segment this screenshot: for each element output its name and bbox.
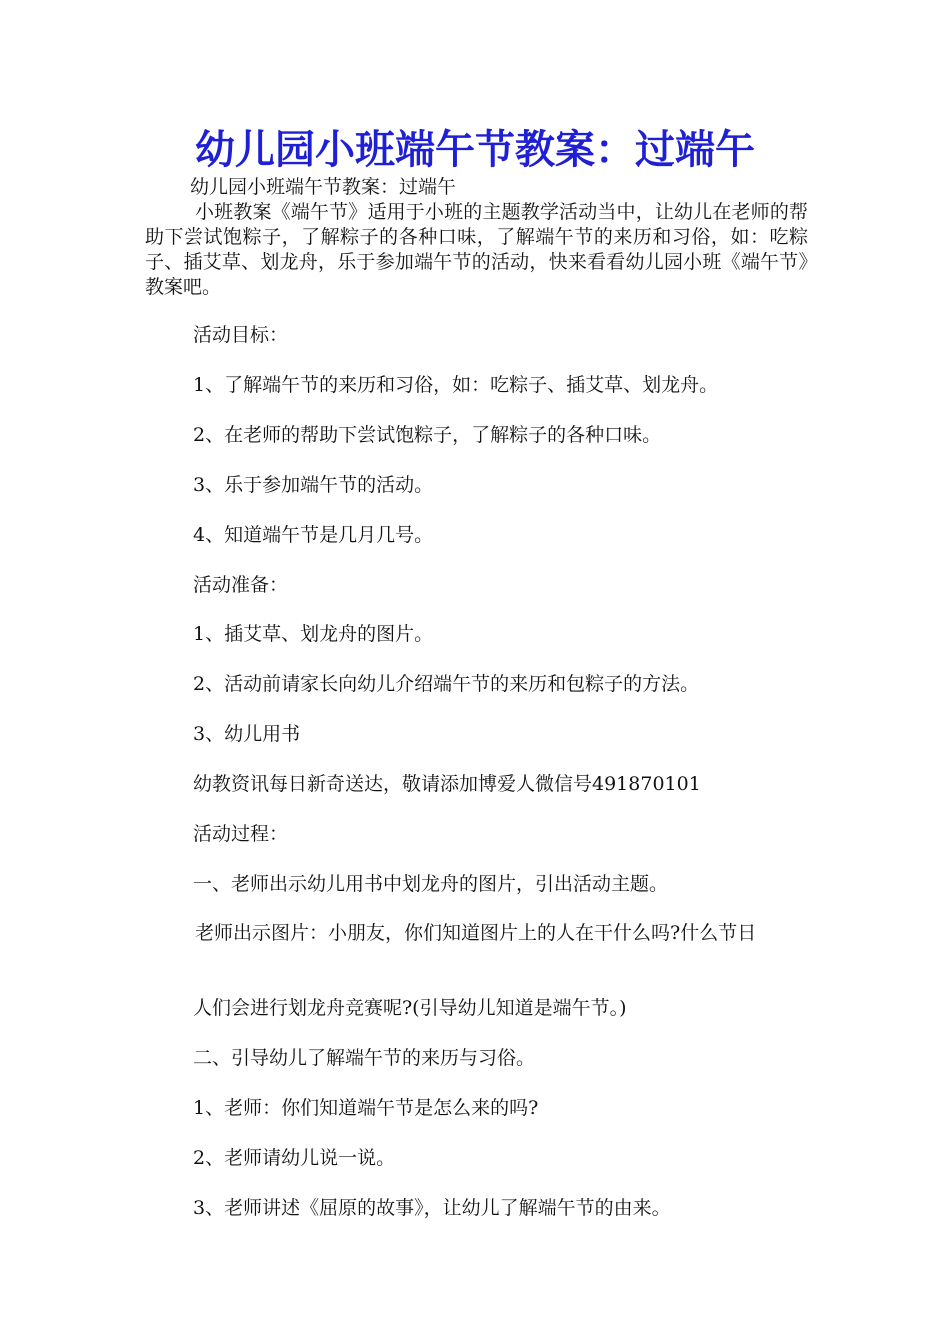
intro-paragraph: 小班教案《端午节》适用于小班的主题教学活动当中，让幼儿在老师的帮助下尝试饱粽子，了解粽子的各种口味，了解端午节的来历和习俗，如：吃粽子、插艾草、划龙舟，乐于参加端午节的活动，快来看看幼儿园小班《端午节》教案吧。 — [145, 201, 808, 298]
process-paragraph: 人们会进行划龙舟竞赛呢?(引导幼儿知道是端午节。) — [193, 997, 627, 1019]
objective-item: 1、了解端午节的来历和习俗，如：吃粽子、插艾草、划龙舟。 — [193, 374, 719, 396]
prep-heading: 活动准备： — [193, 574, 289, 596]
prep-item: 2、活动前请家长向幼儿介绍端午节的来历和包粽子的方法。 — [193, 673, 700, 695]
process-item: 2、老师请幼儿说一说。 — [193, 1147, 396, 1169]
wechat-notice: 幼教资讯每日新奇送达，敬请添加博爱人微信号491870101 — [193, 773, 701, 795]
objective-item: 2、在老师的帮助下尝试饱粽子，了解粽子的各种口味。 — [193, 424, 662, 446]
objective-item: 4、知道端午节是几月几号。 — [193, 524, 434, 546]
document-subtitle: 幼儿园小班端午节教案：过端午 — [190, 176, 457, 198]
process-paragraph: 老师出示图片：小朋友，你们知道图片上的人在干什么吗?什么节日 — [195, 922, 757, 944]
objectives-heading: 活动目标： — [193, 324, 289, 346]
prep-item: 3、幼儿用书 — [193, 723, 301, 745]
process-step: 一、老师出示幼儿用书中划龙舟的图片，引出活动主题。 — [193, 873, 669, 895]
document-title: 幼儿园小班端午节教案：过端午 — [195, 126, 755, 173]
process-item: 3、老师讲述《屈原的故事》，让幼儿了解端午节的由来。 — [193, 1197, 671, 1219]
process-heading: 活动过程： — [193, 823, 289, 845]
prep-item: 1、插艾草、划龙舟的图片。 — [193, 623, 434, 645]
objective-item: 3、乐于参加端午节的活动。 — [193, 474, 434, 496]
process-step: 二、引导幼儿了解端午节的来历与习俗。 — [193, 1047, 536, 1069]
process-item: 1、老师：你们知道端午节是怎么来的吗? — [193, 1097, 539, 1119]
